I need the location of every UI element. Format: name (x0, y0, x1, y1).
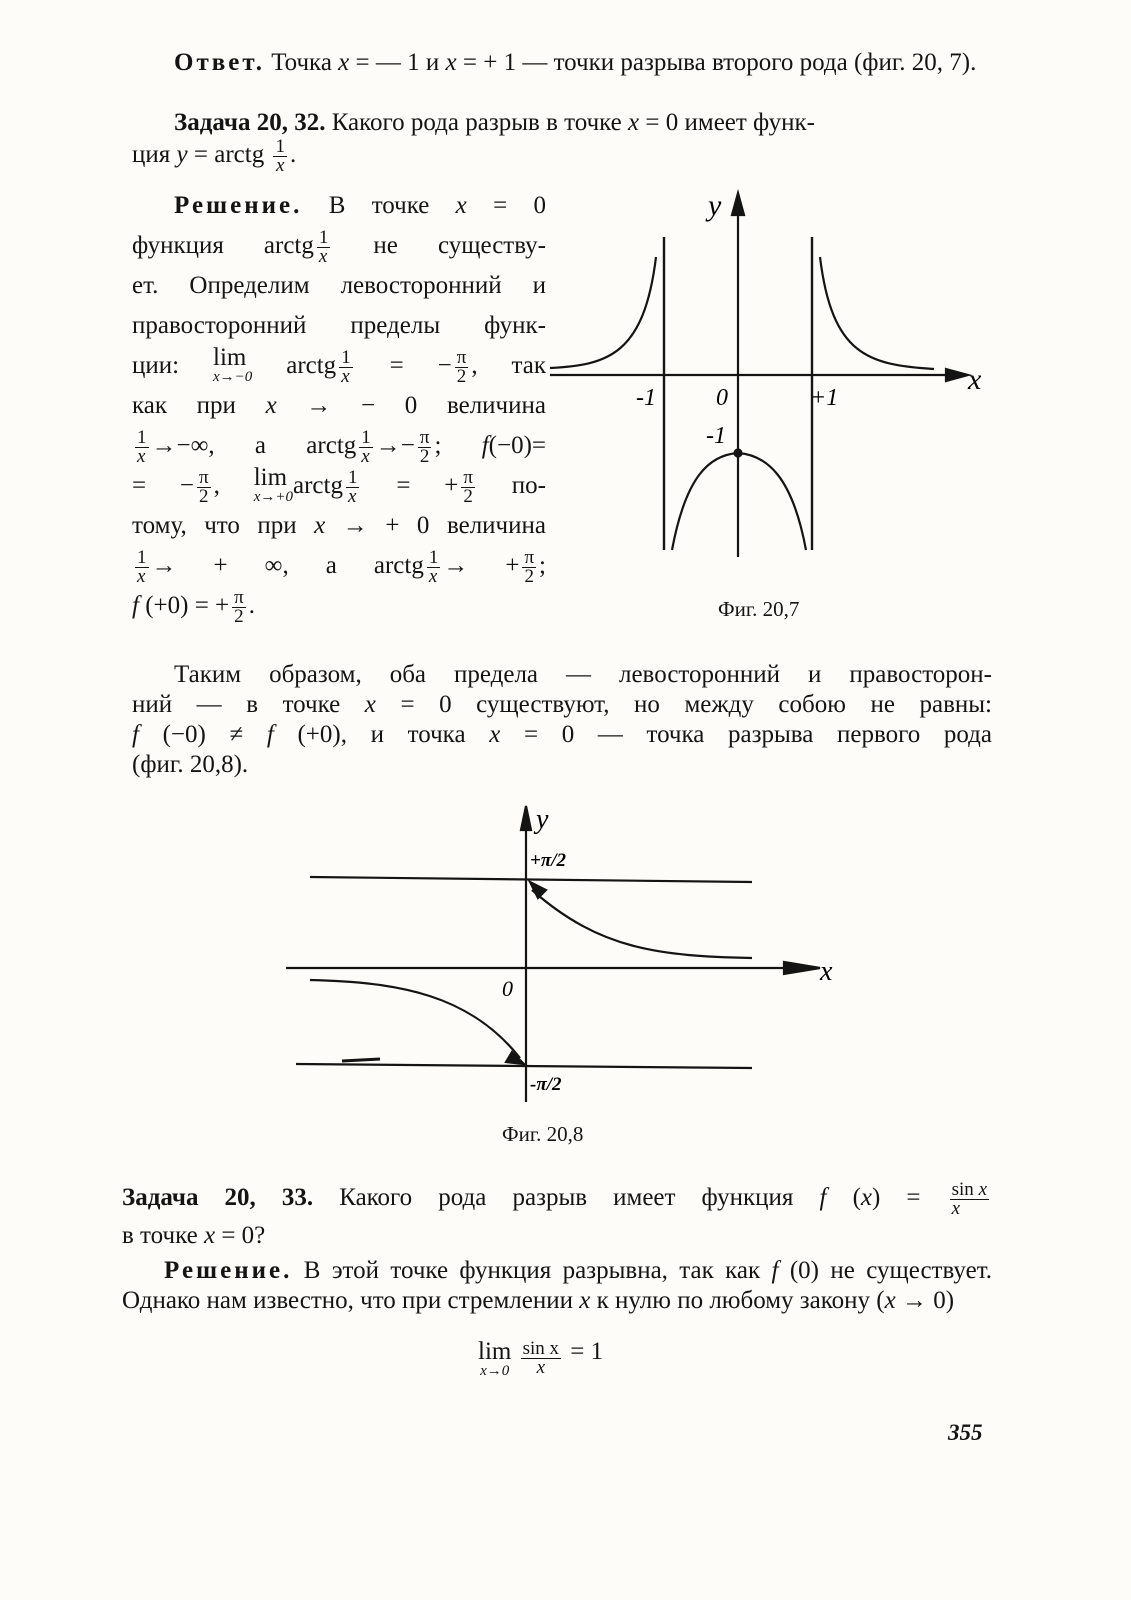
fig8-caption: Фиг. 20,8 (502, 1122, 584, 1146)
fig7-y-arrow (732, 193, 744, 215)
fig7-caption: Фиг. 20,7 (718, 597, 800, 621)
fig8-y-label: y (536, 804, 549, 835)
solution33-label: Решение. (164, 1257, 293, 1284)
solution32-paragraph: Решение. В точке x = 0 функция arctg $\frac{1}{x}$ не существу- ет. Определим левосторонний и правосторонний пределы функ- ции: lim x→−0 arctg $\frac{1}{x}$ = − $\frac{\pi}{2}$ , так как при x → − 0 величина $\frac{1}{x}$ →−∞, а arctg $\frac{1}{x}$ →− $\frac{\pi}{2}$ ; f(−0)= = − $\frac{\pi}{2}$ , lim x→+0 arctg $\frac{1}{x}$ = + $\frac{\pi}{2}$ по- тому, что при x → + 0 величина $\frac{1}{x}$ → + ∞, а arctg $\frac{1}{x}$ → + $\frac{\pi}{2}$ ; f (+0) = + $\frac{\pi}{2}$ . (132, 192, 546, 627)
fig8-left-arrow (506, 1052, 524, 1064)
task33-paragraph: Задача 20, 33. Какого рода разрыв имеет функция f (x) = $\frac{\text{sin x}}{x}$ в точке x = 0? (122, 1178, 987, 1249)
fig7-right-branch (820, 257, 934, 369)
fig8-line-plus-pi2 (310, 877, 752, 882)
fig8-tick-plus-pi: +π/2 (530, 850, 566, 871)
fig7-left-branch (550, 257, 656, 368)
formula33-num: sin x (522, 1338, 560, 1359)
task32-paragraph: Задача 20, 32. Какого рода разрыв в точке x = 0 имеет функ- ция y = arctg $\frac{1}{x}$ . (132, 109, 815, 176)
figure-20-8 (280, 800, 850, 1110)
fig7-tick-zero: 0 (716, 385, 728, 411)
task33-label: Задача 20, 33. (122, 1184, 314, 1211)
conclusion32-paragraph: Таким образом, оба предела — левосторонний и правосторон- ний — в точке x = 0 существуют, но между собою не равны: f (−0) ≠ f (+0), и точка x = 0 — точка разрыва первого рода (фиг. 20,8). (132, 661, 992, 778)
task32-label: Задача 20, 32. (174, 109, 326, 136)
formula33 (478, 1340, 603, 1378)
page-number: 355 (948, 1420, 983, 1445)
fig7-x-label: x (968, 363, 982, 396)
fig7-tick-p1: +1 (810, 385, 839, 411)
fig8-right-branch (532, 890, 752, 958)
fig7-tick-y-m1: -1 (706, 423, 726, 449)
fig8-y-arrow (521, 806, 531, 830)
fig8-left-branch (310, 980, 520, 1058)
fig7-x-arrow (946, 369, 968, 381)
formula33-sub: x→0 (480, 1363, 510, 1379)
fig8-left-lower-dash (342, 1059, 380, 1061)
solution32-label: Решение. (174, 192, 303, 219)
formula33-den: x (536, 1357, 546, 1378)
formula33-lim: lim (478, 1338, 512, 1365)
solution33-paragraph: Решение. В этой точке функция разрывна, так как f (0) не существует. Однако нам известно, что при стремлении x к нулю по любому закону (x → 0) (122, 1257, 992, 1314)
fig8-tick-minus-pi: -π/2 (530, 1074, 562, 1095)
figure-20-7 (548, 185, 998, 565)
fig8-x-arrow (784, 962, 820, 974)
fig7-y-label: y (708, 189, 722, 222)
graph-two-branch-hyperbola-icon (550, 193, 968, 557)
fig7-point-0-minus1 (735, 450, 742, 457)
answer-label: Ответ. (174, 49, 265, 76)
answer-paragraph: Ответ. Точка x = — 1 и x = + 1 — точки разрыва второго рода (фиг. 20, 7). (174, 49, 977, 76)
fig7-tick-m1: -1 (636, 385, 656, 411)
formula33-rhs: = 1 (570, 1338, 604, 1365)
fig8-x-label: x (820, 956, 833, 987)
fig8-tick-zero: 0 (502, 976, 513, 1001)
